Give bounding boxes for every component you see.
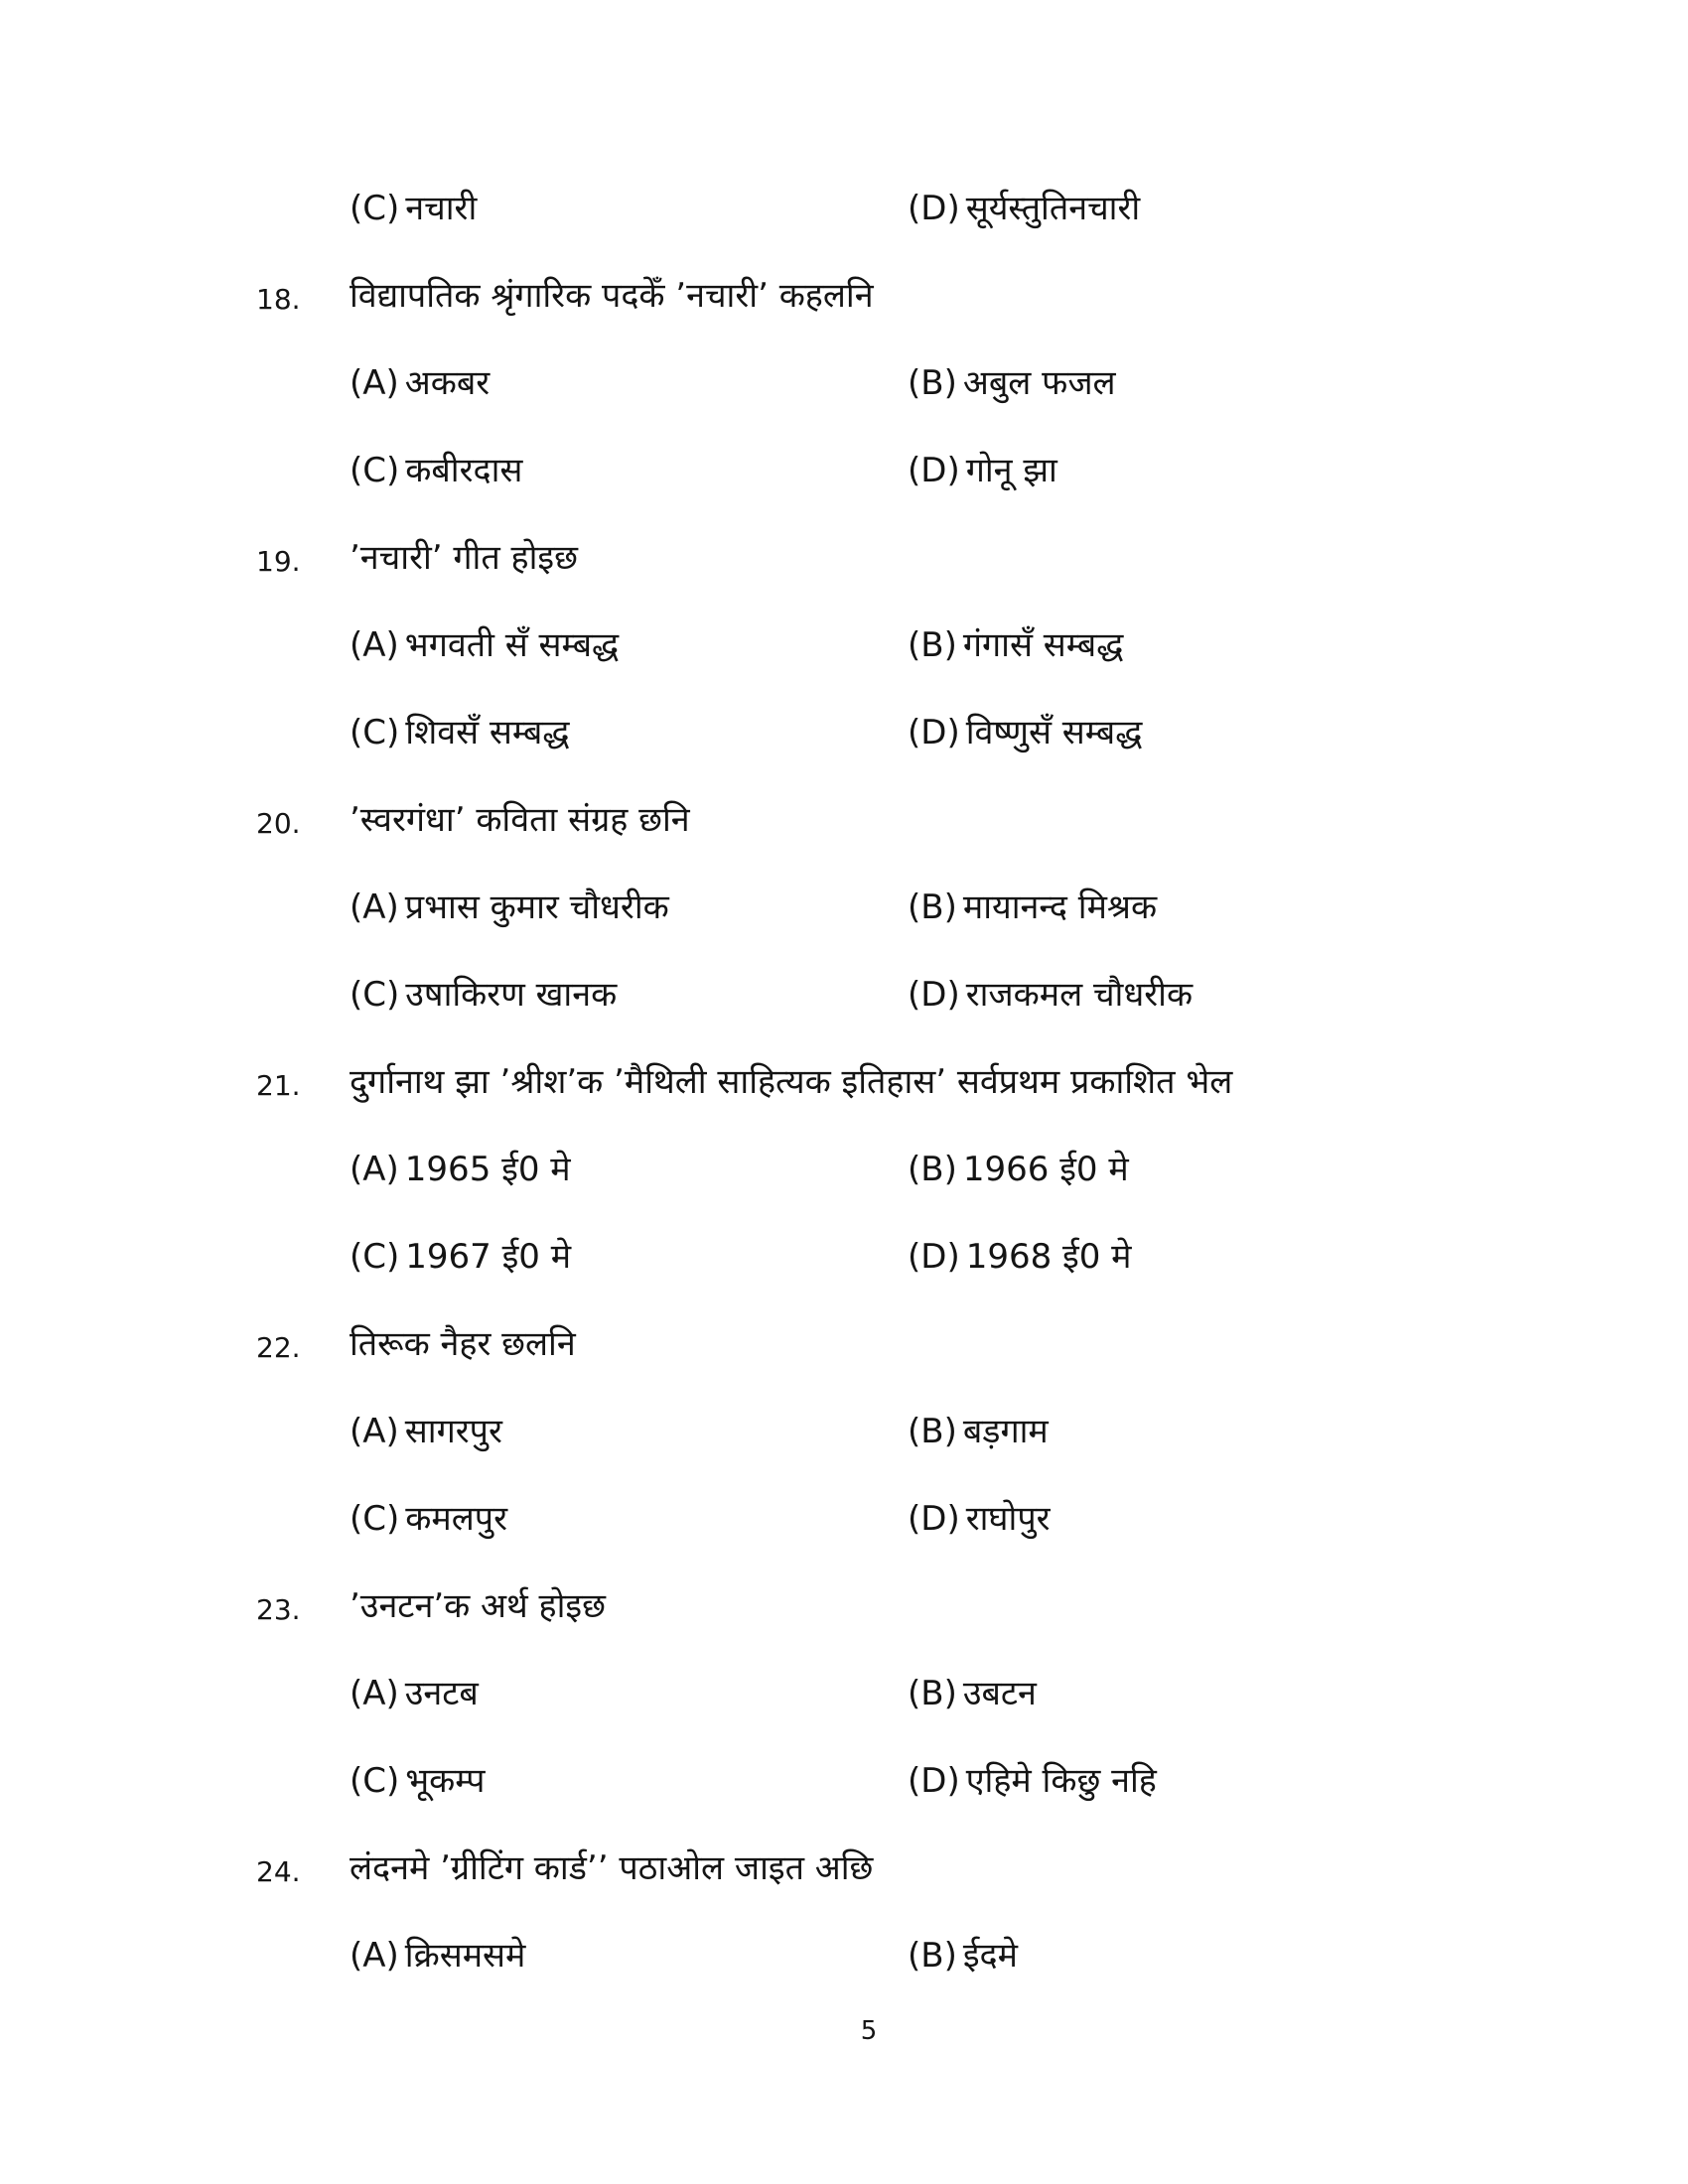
option-text: अबुल फजल <box>962 363 1116 403</box>
question-number: 23. <box>256 1593 301 1626</box>
question-text: तिरूक नैहर छलनि <box>350 1324 576 1364</box>
option-text: विष्णुसँ सम्बद्ध <box>965 713 1143 752</box>
option-label: (D) <box>908 451 960 490</box>
option-label: (A) <box>350 625 399 665</box>
option-d <box>908 709 1142 756</box>
option-text: भगवती सँ सम्बद्ध <box>404 625 620 665</box>
option-label: (A) <box>350 1936 399 1976</box>
page-number: 5 <box>860 2016 878 2046</box>
option-label: (A) <box>350 363 399 403</box>
option-label: (B) <box>908 625 957 665</box>
option-text: भूकम्प <box>405 1761 486 1801</box>
option-text: गोनू झा <box>965 451 1057 490</box>
option-row <box>0 878 1688 937</box>
option-c <box>350 1757 485 1805</box>
question-text: ’उनटन’क अर्थ होइछ <box>350 1586 606 1626</box>
question-19 <box>0 528 1688 588</box>
option-row <box>0 1751 1688 1811</box>
option-row <box>0 1664 1688 1723</box>
option-label: (D) <box>908 1499 960 1539</box>
question-18 <box>0 266 1688 326</box>
option-c <box>350 185 477 232</box>
option-d <box>908 185 1140 232</box>
option-text: 1967 ई0 मे <box>405 1237 572 1277</box>
option-label: (C) <box>350 713 400 752</box>
option-label: (B) <box>908 887 957 927</box>
option-label: (C) <box>350 451 400 490</box>
option-a <box>350 1146 571 1193</box>
question-24 <box>0 1839 1688 1898</box>
option-label: (C) <box>350 189 400 228</box>
option-row <box>0 1926 1688 1985</box>
question-number: 19. <box>256 545 301 578</box>
question-text: ’नचारी’ गीत होइछ <box>350 538 578 578</box>
option-d <box>908 971 1193 1019</box>
option-label: (D) <box>908 189 960 228</box>
option-text: अकबर <box>404 363 491 403</box>
option-b <box>908 884 1157 931</box>
question-20 <box>0 790 1688 850</box>
option-label: (B) <box>908 1936 957 1976</box>
option-label: (B) <box>908 1674 957 1713</box>
option-text: 1965 ई0 मे <box>404 1150 571 1189</box>
question-number: 21. <box>256 1069 301 1102</box>
option-text: एहिमे किछु नहि <box>965 1761 1157 1801</box>
option-c <box>350 447 522 494</box>
option-label: (B) <box>908 1412 957 1451</box>
option-label: (D) <box>908 975 960 1015</box>
option-text: कबीरदास <box>405 451 523 490</box>
option-c <box>350 971 617 1019</box>
option-a <box>350 1408 502 1455</box>
question-number: 20. <box>256 807 301 840</box>
question-text: विद्यापतिक श्रृंगारिक पदकेँ ’नचारी’ कहलनि <box>350 276 874 316</box>
option-text: गंगासँ सम्बद्ध <box>962 625 1124 665</box>
option-text: राघोपुर <box>965 1499 1051 1539</box>
option-label: (D) <box>908 1237 960 1277</box>
option-a <box>350 884 669 931</box>
option-label: (B) <box>908 1150 957 1189</box>
option-text: मायानन्द मिश्रक <box>962 887 1158 927</box>
option-b <box>908 1146 1129 1193</box>
option-text: उबटन <box>962 1674 1037 1713</box>
option-row <box>0 1402 1688 1461</box>
option-label: (D) <box>908 713 960 752</box>
option-text: सागरपुर <box>404 1412 502 1451</box>
option-label: (A) <box>350 1150 399 1189</box>
option-text: उषाकिरण खानक <box>405 975 618 1015</box>
option-d <box>908 1757 1157 1805</box>
question-number: 24. <box>256 1855 301 1888</box>
option-text: सूर्यस्तुतिनचारी <box>965 189 1141 228</box>
option-label: (A) <box>350 1674 399 1713</box>
option-b <box>908 1670 1037 1717</box>
option-text: राजकमल चौधरीक <box>965 975 1194 1015</box>
option-row <box>0 615 1688 675</box>
option-label: (D) <box>908 1761 960 1801</box>
option-label: (A) <box>350 887 399 927</box>
option-row <box>0 965 1688 1024</box>
question-text: ’स्वरगंधा’ कविता संग्रह छनि <box>350 800 690 840</box>
option-b <box>908 359 1116 407</box>
option-d <box>908 447 1057 494</box>
option-label: (C) <box>350 1761 400 1801</box>
option-a <box>350 1670 479 1717</box>
question-number: 22. <box>256 1331 301 1364</box>
option-row <box>0 179 1688 238</box>
option-a <box>350 621 619 669</box>
option-text: 1966 ई0 मे <box>962 1150 1129 1189</box>
option-text: बड़गाम <box>962 1412 1049 1451</box>
option-b <box>908 1408 1049 1455</box>
option-c <box>350 709 570 756</box>
option-d <box>908 1233 1132 1281</box>
option-text: शिवसँ सम्बद्ध <box>405 713 570 752</box>
option-row <box>0 1140 1688 1199</box>
option-row <box>0 1489 1688 1549</box>
option-text: 1968 ई0 मे <box>965 1237 1132 1277</box>
option-text: ईदमे <box>962 1936 1018 1976</box>
option-a <box>350 359 490 407</box>
question-21 <box>0 1052 1688 1112</box>
question-number: 18. <box>256 283 301 316</box>
option-d <box>908 1495 1051 1543</box>
option-row <box>0 353 1688 413</box>
option-label: (C) <box>350 1499 400 1539</box>
option-text: क्रिसमसमे <box>404 1936 526 1976</box>
option-row <box>0 703 1688 762</box>
option-b <box>908 621 1123 669</box>
option-a <box>350 1932 525 1979</box>
option-text: उनटब <box>404 1674 479 1713</box>
option-c <box>350 1495 507 1543</box>
option-text: नचारी <box>405 189 478 228</box>
option-b <box>908 1932 1018 1979</box>
option-row <box>0 441 1688 500</box>
option-label: (C) <box>350 975 400 1015</box>
option-c <box>350 1233 571 1281</box>
question-text: दुर्गानाथ झा ’श्रीश’क ’मैथिली साहित्यक इतिहास’ सर्वप्रथम प्रकाशित भेल <box>350 1062 1233 1102</box>
question-23 <box>0 1576 1688 1636</box>
option-text: प्रभास कुमार चौधरीक <box>404 887 669 927</box>
option-text: कमलपुर <box>405 1499 507 1539</box>
question-22 <box>0 1314 1688 1374</box>
option-label: (B) <box>908 363 957 403</box>
option-label: (A) <box>350 1412 399 1451</box>
option-label: (C) <box>350 1237 400 1277</box>
question-text: लंदनमे ’ग्रीटिंग कार्ड’’ पठाओल जाइत अछि <box>350 1848 874 1888</box>
option-row <box>0 1227 1688 1287</box>
